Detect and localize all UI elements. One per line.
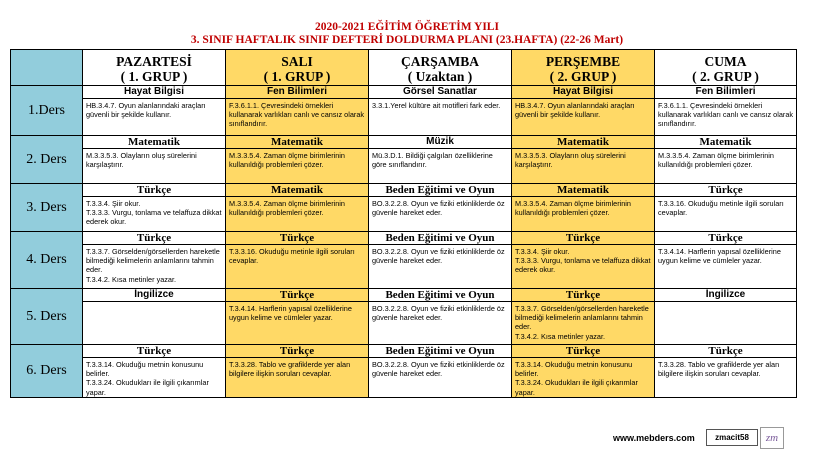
lesson-label: 2. Ders — [11, 136, 83, 184]
plan-cell — [655, 289, 797, 345]
subject-name: Türkçe — [226, 232, 368, 245]
plan-cell — [512, 345, 655, 398]
outcome-text: T.3.3.7. Görselden/görsellerden hareketle bilmediği kelimelerin anlamlarını tahmin eder. T.3.4.2. Kısa metinler yazar. — [86, 247, 220, 284]
lesson-label: 4. Ders — [11, 232, 83, 289]
subject-name: Matematik — [512, 136, 654, 149]
lesson-label: 1.Ders — [11, 86, 83, 136]
outcome-text: HB.3.4.7. Oyun alanlarındaki araçları güvenli bir şekilde kullanır. — [515, 101, 635, 120]
outcome-text: BO.3.2.2.8. Oyun ve fiziki etkinliklerde öz güvenle hareket eder. — [372, 247, 505, 266]
subject-name: Türkçe — [83, 232, 225, 245]
outcome-text: F.3.6.1.1. Çevresindeki örnekleri kullanarak varlıkları canlı ve cansız olarak sınıflandırır. — [658, 101, 794, 129]
plan-cell — [655, 232, 797, 289]
day-header-cuma: CUMA ( 2. GRUP ) — [655, 50, 797, 86]
author-logo-icon: zm — [760, 427, 784, 449]
outcome-text: M.3.3.5.4. Zaman ölçme birimlerinin kullanıldığı problemleri çözer. — [229, 151, 345, 170]
outcome-text: T.3.3.4. Şiir okur. T.3.3.3. Vurgu, tonlama ve telaffuza dikkat ederek okur. — [86, 199, 222, 227]
plan-cell — [226, 289, 369, 345]
outcome-text: Mü.3.D.1. Bildiği çalgıları özelliklerine göre sınıflandırır. — [372, 151, 493, 170]
day-header-pazartesi: PAZARTESİ ( 1. GRUP ) — [83, 50, 226, 86]
subject-name: Fen Bilimleri — [226, 86, 368, 99]
outcome-text: T.3.3.14. Okuduğu metnin konusunu belirler. T.3.3.24. Okudukları ile ilgili çıkarımlar yapar. — [515, 360, 638, 397]
subject-name: Hayat Bilgisi — [83, 86, 225, 99]
subject-name: Matematik — [226, 184, 368, 197]
subject-name: İngilizce — [655, 289, 796, 302]
outcome-text: T.3.3.16. Okuduğu metinle ilgili soruları cevaplar. — [658, 199, 784, 218]
subject-name: Fen Bilimleri — [655, 86, 796, 99]
subject-name: Türkçe — [83, 345, 225, 358]
plan-cell — [512, 289, 655, 345]
subject-name: Türkçe — [226, 345, 368, 358]
subject-name: Türkçe — [83, 184, 225, 197]
day-header-persembe: PERŞEMBE ( 2. GRUP ) — [512, 50, 655, 86]
subject-name: Türkçe — [512, 232, 654, 245]
plan-cell — [369, 86, 512, 136]
outcome-text: M.3.3.5.3. Olayların oluş sürelerini karşılaştırır. — [86, 151, 197, 170]
subject-name: Beden Eğitimi ve Oyun — [369, 232, 511, 245]
day-header-sali: SALI ( 1. GRUP ) — [226, 50, 369, 86]
outcome-text: M.3.3.5.3. Olayların oluş sürelerini karşılaştırır. — [515, 151, 626, 170]
lesson-row — [11, 136, 797, 184]
lesson-row — [11, 232, 797, 289]
subject-name: Beden Eğitimi ve Oyun — [369, 345, 511, 358]
outcome-text: HB.3.4.7. Oyun alanlarındaki araçları güvenli bir şekilde kullanır. — [86, 101, 206, 120]
plan-cell — [655, 184, 797, 232]
outcome-text: T.3.3.14. Okuduğu metnin konusunu belirler. T.3.3.24. Okudukları ile ilgili çıkarımlar yapar. — [86, 360, 209, 397]
subject-name: Müzik — [369, 136, 511, 149]
subject-name: Türkçe — [512, 289, 654, 302]
subject-name: Türkçe — [655, 345, 796, 358]
outcome-text: M.3.3.5.4. Zaman ölçme birimlerinin kullanıldığı problemleri çözer. — [515, 199, 631, 218]
day-header-row — [11, 50, 797, 86]
plan-cell — [83, 345, 226, 398]
plan-cell — [226, 86, 369, 136]
subject-name: Türkçe — [226, 289, 368, 302]
subject-name: Görsel Sanatlar — [369, 86, 511, 99]
plan-cell — [369, 345, 512, 398]
plan-cell — [369, 289, 512, 345]
lesson-row — [11, 345, 797, 398]
plan-cell — [655, 345, 797, 398]
subject-name: Hayat Bilgisi — [512, 86, 654, 99]
outcome-text: BO.3.2.2.8. Oyun ve fiziki etkinliklerde öz güvenle hareket eder. — [372, 304, 505, 323]
outcome-text — [655, 302, 796, 304]
outcome-text: T.3.4.14. Harflerin yapısal özelliklerine uygun kelime ve cümleler yazar. — [229, 304, 352, 323]
plan-cell — [512, 184, 655, 232]
plan-cell — [655, 86, 797, 136]
plan-cell — [512, 136, 655, 184]
plan-cell — [369, 184, 512, 232]
outcome-text: BO.3.2.2.8. Oyun ve fiziki etkinliklerde öz güvenle hareket eder. — [372, 360, 505, 379]
plan-title-year: 2020-2021 EĞİTİM ÖĞRETİM YILI — [315, 21, 499, 33]
subject-name: Matematik — [655, 136, 796, 149]
plan-cell — [369, 232, 512, 289]
plan-cell — [83, 289, 226, 345]
weekly-plan-table — [10, 49, 797, 398]
outcome-text: F.3.6.1.1. Çevresindeki örnekleri kullanarak varlıkları canlı ve cansız olarak sınıflandırır. — [229, 101, 365, 129]
outcome-text: T.3.4.14. Harflerin yapısal özelliklerine uygun kelime ve cümleler yazar. — [658, 247, 781, 266]
plan-cell — [226, 345, 369, 398]
lesson-label: 6. Ders — [11, 345, 83, 398]
plan-cell — [512, 86, 655, 136]
outcome-text: T.3.3.28. Tablo ve grafiklerde yer alan bilgilere ilişkin soruları cevaplar. — [229, 360, 351, 379]
plan-cell — [83, 86, 226, 136]
footer-site-link[interactable]: www.mebders.com — [613, 433, 695, 443]
lesson-label: 5. Ders — [11, 289, 83, 345]
plan-cell — [226, 232, 369, 289]
author-badge: zmacit58 — [706, 429, 758, 446]
outcome-text: T.3.3.7. Görselden/görsellerden hareketle bilmediği kelimelerin anlamlarını tahmin eder. T.3.4.2. Kısa metinler yazar. — [515, 304, 649, 341]
day-header-carsamba: ÇARŞAMBA ( Uzaktan ) — [369, 50, 512, 86]
lesson-row — [11, 86, 797, 136]
subject-name: Türkçe — [655, 232, 796, 245]
outcome-text: M.3.3.5.4. Zaman ölçme birimlerinin kullanıldığı problemleri çözer. — [229, 199, 345, 218]
lesson-row — [11, 289, 797, 345]
plan-cell — [226, 184, 369, 232]
outcome-text: T.3.3.4. Şiir okur. T.3.3.3. Vurgu, tonlama ve telaffuza dikkat ederek okur. — [515, 247, 651, 275]
subject-name: Türkçe — [655, 184, 796, 197]
outcome-text: T.3.3.16. Okuduğu metinle ilgili soruları cevaplar. — [229, 247, 355, 266]
plan-cell — [512, 232, 655, 289]
subject-name: Matematik — [83, 136, 225, 149]
subject-name: Matematik — [226, 136, 368, 149]
subject-name: Beden Eğitimi ve Oyun — [369, 289, 511, 302]
plan-cell — [83, 136, 226, 184]
outcome-text — [83, 302, 225, 304]
corner-cell — [11, 50, 83, 86]
subject-name: Matematik — [512, 184, 654, 197]
outcome-text: T.3.3.28. Tablo ve grafiklerde yer alan bilgilere ilişkin soruları cevaplar. — [658, 360, 780, 379]
plan-cell — [83, 184, 226, 232]
plan-cell — [226, 136, 369, 184]
outcome-text: M.3.3.5.4. Zaman ölçme birimlerinin kullanıldığı problemleri çözer. — [658, 151, 774, 170]
plan-cell — [655, 136, 797, 184]
outcome-text: BO.3.2.2.8. Oyun ve fiziki etkinliklerde öz güvenle hareket eder. — [372, 199, 505, 218]
lesson-label: 3. Ders — [11, 184, 83, 232]
plan-cell — [83, 232, 226, 289]
subject-name: Beden Eğitimi ve Oyun — [369, 184, 511, 197]
lesson-row — [11, 184, 797, 232]
plan-title-week: 3. SINIF HAFTALIK SINIF DEFTERİ DOLDURMA PLANI (23.HAFTA) (22-26 Mart) — [190, 34, 624, 46]
plan-cell — [369, 136, 512, 184]
subject-name: İngilizce — [83, 289, 225, 302]
subject-name: Türkçe — [512, 345, 654, 358]
outcome-text: 3.3.1.Yerel kültüre ait motifleri fark eder. — [372, 101, 501, 110]
